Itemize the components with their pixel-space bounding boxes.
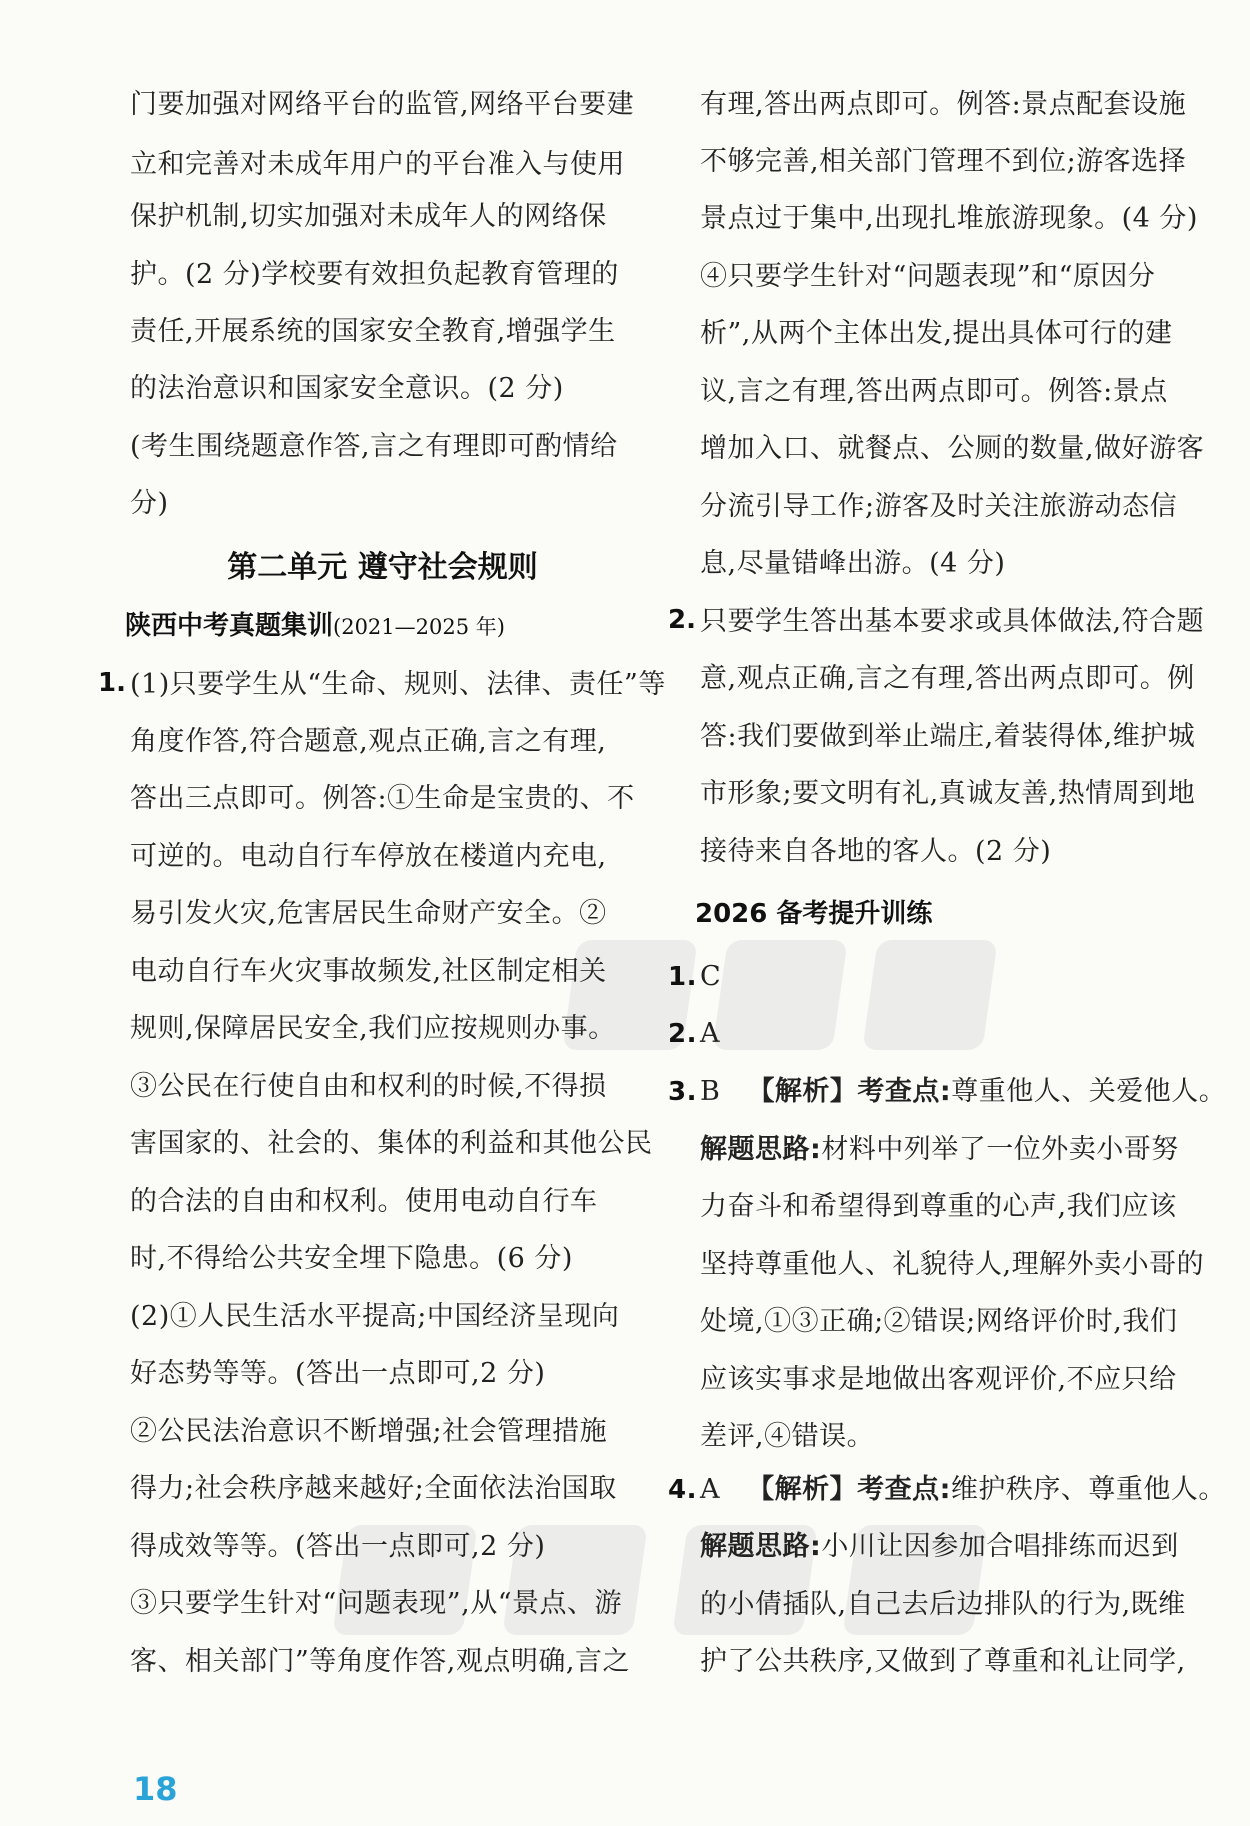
question-1-line: 易引发火灾,危害居民生命财产安全。②	[130, 898, 607, 929]
question-2-line: 接待来自各地的客人。(2 分)	[700, 836, 1052, 867]
question-3-reasoning	[700, 1133, 1179, 1167]
watermark-lower	[319, 1505, 1040, 1655]
mc-answer: C	[700, 961, 722, 992]
section-title-exam	[125, 608, 505, 645]
text-line: 分流引导工作;游客及时关注旅游动态信	[700, 491, 1178, 522]
question-4-label: 解题思路:	[700, 1531, 822, 1562]
text-line: 护。(2 分)学校要有效担负起教育管理的	[130, 259, 619, 290]
mc-number: 1.	[668, 962, 697, 992]
question-3-answer: B	[700, 1076, 721, 1107]
question-2-line: 意,观点正确,言之有理,答出两点即可。例	[700, 663, 1195, 694]
mc-answer-row	[668, 1017, 1175, 1051]
text-line: 分)	[130, 488, 169, 519]
question-4-reasoning	[700, 1530, 1179, 1564]
text-line: 立和完善对未成年用户的平台准入与使用	[130, 149, 625, 180]
question-1-line: 好态势等等。(答出一点即可,2 分)	[130, 1358, 546, 1389]
text-line: 增加入口、就餐点、公厕的数量,做好游客	[700, 433, 1205, 464]
question-4-first: 小川让因参加合唱排练而迟到	[821, 1531, 1179, 1562]
section-years: (2021—2025 年)	[333, 615, 505, 639]
text-line: (考生围绕题意作答,言之有理即可酌情给	[130, 431, 618, 462]
question-1-line: 的合法的自由和权利。使用电动自行车	[130, 1186, 598, 1217]
question-3-line: 差评,④错误。	[700, 1421, 875, 1452]
question-1-line: 可逆的。电动自行车停放在楼道内充电,	[130, 841, 607, 872]
question-3-line: 应该实事求是地做出客观评价,不应只给	[700, 1364, 1177, 1395]
text-line: 门要加强对网络平台的监管,网络平台要建	[130, 89, 635, 120]
text-line: 议,言之有理,答出两点即可。例答:景点	[700, 376, 1168, 407]
question-3-first: 材料中列举了一位外卖小哥努	[821, 1134, 1179, 1165]
question-1-line: 得成效等等。(答出一点即可,2 分)	[130, 1531, 546, 1562]
section-title-training: 2026 备考提升训练	[695, 899, 933, 929]
question-3-line: 坚持尊重他人、礼貌待人,理解外卖小哥的	[700, 1249, 1205, 1280]
question-1-line: (2)①人民生活水平提高;中国经济呈现向	[130, 1301, 620, 1332]
text-line: 景点过于集中,出现扎堆旅游现象。(4 分)	[700, 203, 1198, 234]
question-4-point: 维护秩序、尊重他人。	[950, 1474, 1226, 1505]
question-3-label: 解题思路:	[700, 1134, 822, 1165]
mc-number: 2.	[668, 1019, 697, 1049]
question-4-line: 护了公共秩序,又做到了尊重和礼让同学,	[700, 1646, 1186, 1677]
question-4-tag: 【解析】考查点:	[747, 1474, 951, 1505]
question-4-answer: A	[700, 1474, 720, 1505]
question-1-line: 害国家的、社会的、集体的利益和其他公民	[130, 1128, 653, 1159]
question-1-line: 时,不得给公共安全埋下隐患。(6 分)	[130, 1243, 573, 1274]
question-4-line: 的小倩插队,自己去后边排队的行为,既维	[700, 1589, 1186, 1620]
question-1-number: 1.	[98, 668, 126, 698]
question-2-line: 市形象;要文明有礼,真诚友善,热情周到地	[700, 778, 1196, 809]
section-title-text: 陕西中考真题集训	[125, 611, 334, 641]
question-1-line: ②公民法治意识不断增强;社会管理措施	[130, 1416, 608, 1447]
text-line: 息,尽量错峰出游。(4 分)	[700, 548, 1006, 579]
question-1-line: 规则,保障居民安全,我们应按规则办事。	[130, 1013, 616, 1044]
unit-title: 第二单元 遵守社会规则	[227, 550, 538, 585]
question-3-number: 3.	[668, 1077, 697, 1107]
question-3-line: 处境,①③正确;②错误;网络评价时,我们	[700, 1306, 1178, 1337]
question-2-line: 答:我们要做到举止端庄,着装得体,维护城	[700, 721, 1196, 752]
question-1-line: 答出三点即可。例答:①生命是宝贵的、不	[130, 783, 635, 814]
question-1-line: (1)只要学生从“生命、规则、法律、责任”等	[130, 669, 666, 700]
text-line: 析”,从两个主体出发,提出具体可行的建	[700, 318, 1173, 349]
page-number: 18	[133, 1770, 178, 1808]
question-4-number: 4.	[668, 1475, 697, 1505]
text-line: 有理,答出两点即可。例答:景点配套设施	[700, 89, 1187, 120]
question-4-header	[668, 1473, 1226, 1507]
text-line: ④只要学生针对“问题表现”和“原因分	[700, 261, 1156, 292]
text-line: 不够完善,相关部门管理不到位;游客选择	[700, 146, 1187, 177]
question-3-line: 力奋斗和希望得到尊重的心声,我们应该	[700, 1191, 1177, 1222]
question-1-line: 得力;社会秩序越来越好;全面依法治国取	[130, 1473, 617, 1504]
watermark-lower-shape	[319, 1505, 1040, 1655]
question-2-number: 2.	[668, 605, 696, 635]
text-line: 保护机制,切实加强对未成年人的网络保	[130, 201, 607, 232]
question-2-line: 只要学生答出基本要求或具体做法,符合题	[700, 606, 1205, 637]
question-1-line: ③只要学生针对“问题表现”,从“景点、游	[130, 1588, 622, 1619]
text-line: 责任,开展系统的国家安全教育,增强学生	[130, 316, 616, 347]
mc-answer-row	[668, 960, 1175, 994]
question-1-line: ③公民在行使自由和权利的时候,不得损	[130, 1071, 607, 1102]
text-line: 的法治意识和国家安全意识。(2 分)	[130, 373, 564, 404]
question-3-tag: 【解析】考查点:	[747, 1076, 952, 1107]
question-3-header	[668, 1075, 1227, 1109]
question-1-line: 角度作答,符合题意,观点正确,言之有理,	[130, 726, 607, 757]
question-1-line: 电动自行车火灾事故频发,社区制定相关	[130, 956, 607, 987]
mc-answer: A	[700, 1018, 720, 1049]
question-1-line: 客、相关部门”等角度作答,观点明确,言之	[130, 1646, 630, 1677]
question-3-point: 尊重他人、关爱他人。	[951, 1076, 1227, 1107]
